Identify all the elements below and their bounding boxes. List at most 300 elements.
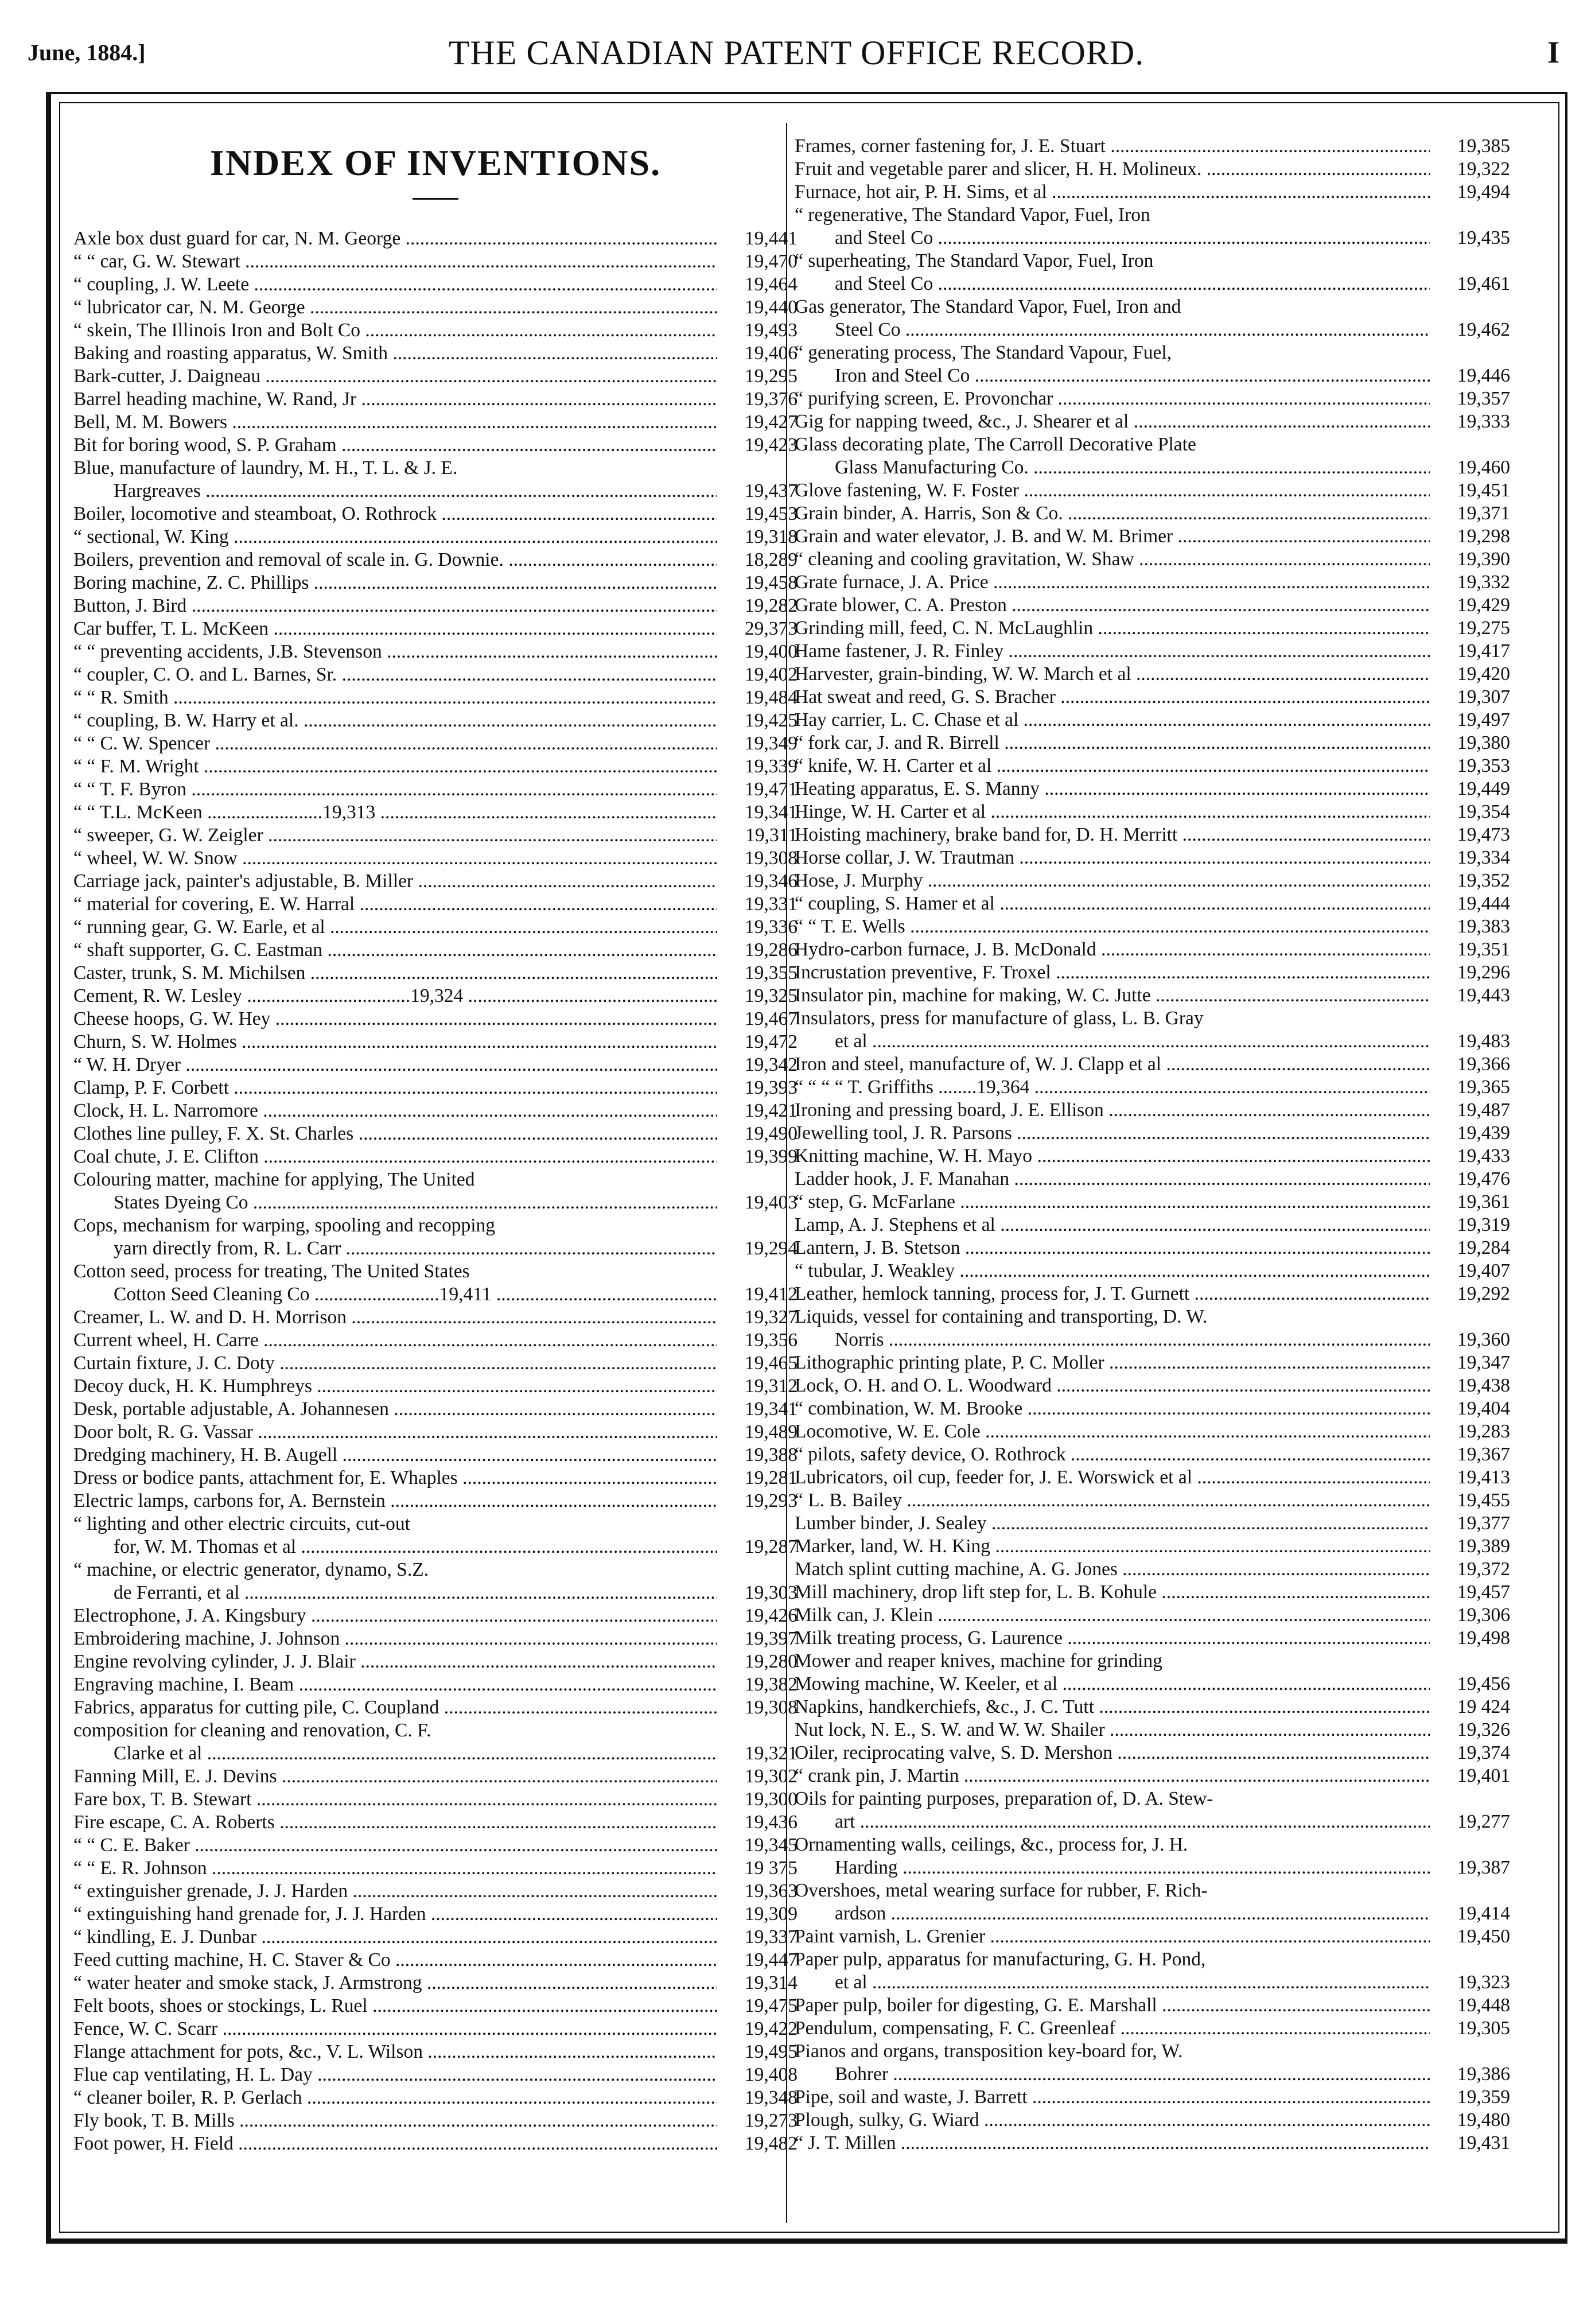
entry-text: Fare box, T. B. Stewart ..... bbox=[73, 1788, 717, 1811]
entry-text: et al ..... bbox=[795, 1971, 1430, 1994]
entry-patent-number: 19,412 bbox=[744, 1284, 798, 1305]
entry-patent-number: 19,482 bbox=[744, 2133, 798, 2154]
index-entry bbox=[795, 1696, 1510, 1719]
entry-patent-number: 19,425 bbox=[744, 710, 798, 731]
entry-text: “ pilots, safety device, O. Rothrock ..... bbox=[795, 1443, 1430, 1466]
entry-patent-number: 19,322 bbox=[1457, 158, 1510, 180]
entry-patent-number: 19,341 bbox=[744, 1398, 798, 1420]
entry-patent-number: 19,306 bbox=[1457, 1604, 1510, 1626]
entry-patent-number: 19,490 bbox=[744, 1123, 798, 1144]
index-entry bbox=[795, 410, 1510, 433]
entry-patent-number: 19,465 bbox=[744, 1353, 798, 1374]
entry-text: Boilers, prevention and removal of scale in. G. Downie. ..... bbox=[73, 549, 717, 572]
index-entry bbox=[73, 2086, 798, 2109]
entry-text: “ regenerative, The Standard Vapor, Fuel, Iron bbox=[795, 204, 1150, 226]
entry-text: Clamp, P. F. Corbett ..... bbox=[73, 1076, 717, 1099]
entry-patent-number: 19,480 bbox=[1457, 2109, 1510, 2131]
entry-patent-number: 19,336 bbox=[744, 916, 798, 938]
index-entry bbox=[795, 1030, 1510, 1053]
entry-patent-number: 19,318 bbox=[744, 526, 798, 547]
index-entry bbox=[795, 1443, 1510, 1466]
entry-patent-number: 19,302 bbox=[744, 1766, 798, 1787]
entry-text: Hydro-carbon furnace, J. B. McDonald ..... bbox=[795, 938, 1430, 961]
index-entry bbox=[73, 801, 798, 824]
entry-patent-number: 19,453 bbox=[744, 503, 798, 524]
entry-patent-number: 19,363 bbox=[744, 1880, 798, 1902]
entry-patent-number: 19,431 bbox=[1457, 2132, 1510, 2154]
entry-text: “ J. T. Millen ..... bbox=[795, 2132, 1430, 2155]
index-entry-line bbox=[73, 1214, 798, 1237]
entry-text: “ machine, or electric generator, dynamo, S.Z. bbox=[73, 1559, 429, 1580]
entry-text: Overshoes, metal wearing surface for rubber, F. Rich- bbox=[795, 1880, 1208, 1901]
entry-text: “ “ E. R. Johnson ..... bbox=[73, 1857, 717, 1880]
index-entry bbox=[73, 342, 798, 365]
index-entry bbox=[795, 1765, 1510, 1787]
entry-patent-number: 19,476 bbox=[1457, 1168, 1510, 1190]
entry-patent-number: 19,292 bbox=[1457, 1283, 1510, 1304]
entry-text: Cotton Seed Cleaning Co ..........................19,411 ..... bbox=[73, 1283, 717, 1306]
index-entry bbox=[795, 1191, 1510, 1214]
entry-patent-number: 19,437 bbox=[744, 480, 798, 502]
index-entry-line bbox=[795, 250, 1510, 273]
entry-patent-number: 19,421 bbox=[744, 1100, 798, 1121]
entry-text: Paper pulp, apparatus for manufacturing, G. H. Pond, bbox=[795, 1949, 1206, 1970]
entry-patent-number: 19,352 bbox=[1457, 870, 1510, 891]
entry-patent-number: 19,497 bbox=[1457, 709, 1510, 730]
index-entry bbox=[73, 365, 798, 388]
entry-text: Hay carrier, L. C. Chase et al ..... bbox=[795, 709, 1430, 732]
index-entry bbox=[73, 617, 798, 640]
entry-patent-number: 19,406 bbox=[744, 343, 798, 364]
header-title: THE CANADIAN PATENT OFFICE RECORD. bbox=[448, 34, 1145, 72]
entry-patent-number: 19,433 bbox=[1457, 1145, 1510, 1167]
index-entry bbox=[795, 823, 1510, 846]
index-entry bbox=[73, 709, 798, 732]
index-entry bbox=[73, 1788, 798, 1811]
entry-text: Grinding mill, feed, C. N. McLaughlin ..... bbox=[795, 617, 1430, 640]
entry-text: Hargreaves ..... bbox=[73, 480, 717, 503]
index-entry bbox=[795, 548, 1510, 571]
index-entry bbox=[73, 503, 798, 526]
index-entry bbox=[795, 1535, 1510, 1558]
entry-text: Fire escape, C. A. Roberts ..... bbox=[73, 1811, 717, 1834]
entry-text: Foot power, H. Field ..... bbox=[73, 2132, 717, 2155]
entry-patent-number: 19,332 bbox=[1457, 572, 1510, 593]
entry-patent-number: 19,380 bbox=[1457, 732, 1510, 753]
entry-patent-number: 19,311 bbox=[745, 825, 798, 846]
index-entry bbox=[73, 319, 798, 342]
index-entry bbox=[795, 938, 1510, 961]
index-entry bbox=[73, 2132, 798, 2155]
entry-text: Ladder hook, J. F. Manahan ..... bbox=[795, 1168, 1430, 1191]
entry-text: Insulators, press for manufacture of glass, L. B. Gray bbox=[795, 1008, 1204, 1029]
entry-text: “ step, G. McFarlane ..... bbox=[795, 1191, 1430, 1214]
entry-text: “ shaft supporter, G. C. Eastman ..... bbox=[73, 939, 717, 962]
entry-patent-number: 19,305 bbox=[1457, 2018, 1510, 2039]
entry-patent-number: 19,446 bbox=[1457, 365, 1510, 386]
entry-patent-number: 19,489 bbox=[744, 1421, 798, 1443]
entry-patent-number: 19,441 bbox=[744, 228, 798, 249]
entry-text: Pendulum, compensating, F. C. Greenleaf ..... bbox=[795, 2017, 1430, 2040]
entry-text: and Steel Co ..... bbox=[795, 227, 1430, 250]
index-entry bbox=[795, 1397, 1510, 1420]
index-entry bbox=[795, 2063, 1510, 2086]
entry-text: “ wheel, W. W. Snow ..... bbox=[73, 847, 717, 870]
index-entry bbox=[73, 1329, 798, 1352]
index-entry bbox=[795, 502, 1510, 525]
index-entry bbox=[73, 250, 798, 273]
entry-text: “ extinguishing hand grenade for, J. J. Harden ..... bbox=[73, 1903, 717, 1926]
entry-patent-number: 19,360 bbox=[1457, 1329, 1510, 1350]
entry-text: Clarke et al ..... bbox=[73, 1742, 717, 1765]
index-entry bbox=[795, 387, 1510, 410]
index-entry bbox=[795, 663, 1510, 686]
entry-patent-number: 19,353 bbox=[1457, 755, 1510, 776]
entry-text: Hat sweat and reed, G. S. Bracher ..... bbox=[795, 686, 1430, 709]
entry-patent-number: 19,312 bbox=[744, 1375, 798, 1397]
entry-text: Electric lamps, carbons for, A. Bernstein ..... bbox=[73, 1490, 717, 1513]
index-entry bbox=[73, 663, 798, 686]
entry-text: Clock, H. L. Narromore ..... bbox=[73, 1099, 717, 1122]
index-entry-line bbox=[795, 1948, 1510, 1971]
entry-patent-number: 19,393 bbox=[744, 1077, 798, 1098]
entry-text: Fanning Mill, E. J. Devins ..... bbox=[73, 1765, 717, 1788]
entry-patent-number: 19,387 bbox=[1457, 1857, 1510, 1878]
entry-patent-number: 19,494 bbox=[1457, 181, 1510, 203]
index-entry bbox=[73, 1926, 798, 1949]
entry-text: Locomotive, W. E. Cole ..... bbox=[795, 1420, 1430, 1443]
entry-patent-number: 19,404 bbox=[1457, 1398, 1510, 1419]
index-entry bbox=[73, 1903, 798, 1926]
entry-text: Boring machine, Z. C. Phillips ..... bbox=[73, 572, 717, 594]
index-entry bbox=[73, 1352, 798, 1375]
entry-text: Grate blower, C. A. Preston ..... bbox=[795, 594, 1430, 617]
index-entry bbox=[795, 2109, 1510, 2132]
entry-text: Engine revolving cylinder, J. J. Blair ..... bbox=[73, 1650, 717, 1673]
index-entry bbox=[73, 1237, 798, 1260]
index-entry bbox=[73, 227, 798, 250]
index-entry bbox=[795, 1420, 1510, 1443]
entry-patent-number: 19,321 bbox=[744, 1743, 798, 1764]
entry-text: “ sweeper, G. W. Zeigler ..... bbox=[73, 824, 717, 847]
index-entry bbox=[795, 1994, 1510, 2017]
entry-patent-number: 19,471 bbox=[744, 779, 798, 800]
index-entry bbox=[795, 1099, 1510, 1122]
entry-text: Lamp, A. J. Stephens et al ..... bbox=[795, 1214, 1430, 1237]
entry-patent-number: 19,438 bbox=[1457, 1375, 1510, 1396]
entry-patent-number: 19,351 bbox=[1457, 939, 1510, 960]
index-entry bbox=[73, 1467, 798, 1490]
entry-patent-number: 19 375 bbox=[744, 1857, 798, 1879]
index-entry bbox=[73, 480, 798, 503]
entry-text: “ crank pin, J. Martin ..... bbox=[795, 1765, 1430, 1787]
entry-patent-number: 29,373 bbox=[744, 618, 798, 639]
entry-patent-number: 19,420 bbox=[1457, 663, 1510, 685]
entry-text: “ combination, W. M. Brooke ..... bbox=[795, 1397, 1430, 1420]
entry-patent-number: 19,383 bbox=[1457, 916, 1510, 937]
index-entry bbox=[73, 411, 798, 434]
entry-text: “ “ F. M. Wright ..... bbox=[73, 755, 717, 778]
index-entry bbox=[795, 1810, 1510, 1833]
entry-text: Glass Manufacturing Co. ..... bbox=[795, 456, 1430, 479]
index-entry bbox=[73, 755, 798, 778]
index-entry bbox=[795, 1374, 1510, 1397]
entry-text: Baking and roasting apparatus, W. Smith ..... bbox=[73, 342, 717, 365]
entry-patent-number: 19,345 bbox=[744, 1835, 798, 1856]
index-entry bbox=[795, 709, 1510, 732]
entry-patent-number: 19,408 bbox=[744, 2064, 798, 2085]
entry-text: Current wheel, H. Carre ..... bbox=[73, 1329, 717, 1352]
entry-patent-number: 19,483 bbox=[1457, 1031, 1510, 1052]
entry-patent-number: 19,295 bbox=[744, 366, 798, 387]
entry-patent-number: 19,467 bbox=[744, 1008, 798, 1029]
entry-patent-number: 19,280 bbox=[744, 1651, 798, 1672]
entry-text: Frames, corner fastening for, J. E. Stuart ..... bbox=[795, 135, 1430, 158]
entry-patent-number: 19,308 bbox=[744, 1697, 798, 1718]
entry-text: States Dyeing Co ..... bbox=[73, 1191, 717, 1214]
index-entry bbox=[73, 1099, 798, 1122]
entry-text: Door bolt, R. G. Vassar ..... bbox=[73, 1421, 717, 1444]
entry-text: Pianos and organs, transposition key-board for, W. bbox=[795, 2041, 1183, 2062]
entry-text: Lithographic printing plate, P. C. Moller ..... bbox=[795, 1351, 1430, 1374]
index-entry bbox=[73, 1972, 798, 1995]
entry-patent-number: 19,367 bbox=[1457, 1444, 1510, 1465]
entry-patent-number: 19,296 bbox=[1457, 962, 1510, 983]
entry-text: Grate furnace, J. A. Price ..... bbox=[795, 571, 1430, 594]
index-entry bbox=[73, 1031, 798, 1054]
entry-patent-number: 19,359 bbox=[1457, 2086, 1510, 2108]
entry-text: Plough, sulky, G. Wiard ..... bbox=[795, 2109, 1430, 2132]
entry-patent-number: 19,286 bbox=[744, 939, 798, 961]
entry-text: Blue, manufacture of laundry, M. H., T. L. & J. E. bbox=[73, 457, 458, 479]
entry-text: Ornamenting walls, ceilings, &c., process for, J. H. bbox=[795, 1834, 1188, 1855]
entry-text: Ironing and pressing board, J. E. Ellison ..... bbox=[795, 1099, 1430, 1122]
entry-patent-number: 19,402 bbox=[744, 664, 798, 685]
entry-text: Button, J. Bird ..... bbox=[73, 594, 717, 617]
entry-text: Grain binder, A. Harris, Son & Co. ..... bbox=[795, 502, 1430, 525]
index-entry bbox=[795, 1856, 1510, 1879]
index-entry bbox=[795, 2017, 1510, 2040]
entry-patent-number: 19,422 bbox=[744, 2018, 798, 2039]
index-entry bbox=[73, 1696, 798, 1719]
entry-patent-number: 19,341 bbox=[744, 802, 798, 823]
entry-patent-number: 19,323 bbox=[1457, 1972, 1510, 1993]
entry-text: Mowing machine, W. Keeler, et al ..... bbox=[795, 1673, 1430, 1696]
entry-patent-number: 19,356 bbox=[744, 1330, 798, 1351]
entry-text: “ kindling, E. J. Dunbar ..... bbox=[73, 1926, 717, 1949]
entry-patent-number: 19,354 bbox=[1457, 801, 1510, 822]
entry-text: “ “ T.L. McKeen ........................19,313 ..... bbox=[73, 801, 717, 824]
entry-text: “ “ “ “ T. Griffiths ........19,364 ..... bbox=[795, 1076, 1430, 1099]
index-entry bbox=[73, 778, 798, 801]
entry-patent-number: 19,436 bbox=[744, 1812, 798, 1833]
index-title: INDEX OF INVENTIONS. bbox=[209, 142, 662, 183]
entry-text: “ W. H. Dryer ..... bbox=[73, 1054, 717, 1076]
entry-text: “ sectional, W. King ..... bbox=[73, 526, 717, 549]
index-entry bbox=[795, 1351, 1510, 1374]
entry-patent-number: 19,303 bbox=[744, 1582, 798, 1603]
index-entry bbox=[73, 388, 798, 411]
index-entry bbox=[73, 870, 798, 893]
index-entry-line bbox=[73, 1260, 798, 1283]
index-entry bbox=[795, 1145, 1510, 1168]
entry-patent-number: 19,357 bbox=[1457, 388, 1510, 409]
index-entry-line bbox=[795, 1650, 1510, 1673]
entry-patent-number: 19,426 bbox=[744, 1605, 798, 1626]
entry-patent-number: 19,460 bbox=[1457, 457, 1510, 478]
entry-list-right bbox=[795, 135, 1510, 2155]
entry-text: Cotton seed, process for treating, The United States bbox=[73, 1261, 470, 1282]
index-entry bbox=[795, 1466, 1510, 1489]
entry-text: Paper pulp, boiler for digesting, G. E. Marshall ..... bbox=[795, 1994, 1430, 2017]
index-entry bbox=[73, 1283, 798, 1306]
index-entry bbox=[73, 1421, 798, 1444]
entry-patent-number: 19,473 bbox=[1457, 824, 1510, 845]
entry-patent-number: 19,371 bbox=[1457, 503, 1510, 524]
index-column-right bbox=[795, 135, 1510, 2155]
entry-text: Desk, portable adjustable, A. Johannesen ..... bbox=[73, 1398, 717, 1421]
entry-text: Fence, W. C. Scarr ..... bbox=[73, 2018, 717, 2041]
index-entry bbox=[73, 985, 798, 1008]
entry-patent-number: 19,348 bbox=[744, 2087, 798, 2108]
entry-text: “ “ car, G. W. Stewart ..... bbox=[73, 250, 717, 273]
entry-text: Creamer, L. W. and D. H. Morrison ..... bbox=[73, 1306, 717, 1329]
index-entry bbox=[73, 1145, 798, 1168]
index-entry bbox=[795, 181, 1510, 204]
index-entry bbox=[73, 1536, 798, 1559]
entry-patent-number: 19,334 bbox=[1457, 847, 1510, 868]
entry-text: Grain and water elevator, J. B. and W. M. Brimer ..... bbox=[795, 525, 1430, 548]
entry-text: Bohrer ..... bbox=[795, 2063, 1430, 2086]
entry-text: Knitting machine, W. H. Mayo ..... bbox=[795, 1145, 1430, 1168]
entry-patent-number: 19,365 bbox=[1457, 1076, 1510, 1098]
entry-text: Cheese hoops, G. W. Hey ..... bbox=[73, 1008, 717, 1031]
entry-patent-number: 19,399 bbox=[744, 1146, 798, 1167]
entry-text: Colouring matter, machine for applying, The United bbox=[73, 1169, 475, 1190]
entry-text: “ coupling, B. W. Harry et al. ..... bbox=[73, 709, 717, 732]
index-entry bbox=[795, 2086, 1510, 2109]
entry-patent-number: 19,319 bbox=[1457, 1214, 1510, 1235]
entry-text: “ coupling, S. Hamer et al ..... bbox=[795, 892, 1430, 915]
entry-text: ardson ..... bbox=[795, 1902, 1430, 1925]
index-entry bbox=[795, 273, 1510, 296]
entry-patent-number: 19,456 bbox=[1457, 1673, 1510, 1695]
index-entry bbox=[795, 1260, 1510, 1283]
entry-text: Embroidering machine, J. Johnson ..... bbox=[73, 1627, 717, 1650]
header-date: June, 1884.] bbox=[28, 40, 146, 65]
entry-text: Insulator pin, machine for making, W. C. Jutte ..... bbox=[795, 984, 1430, 1007]
index-entry bbox=[795, 1673, 1510, 1696]
index-entry bbox=[795, 1581, 1510, 1604]
index-entry bbox=[795, 915, 1510, 938]
index-entry-line bbox=[795, 341, 1510, 364]
entry-patent-number: 19,298 bbox=[1457, 526, 1510, 547]
index-entry-line bbox=[795, 433, 1510, 456]
index-entry bbox=[795, 869, 1510, 892]
entry-patent-number: 19,388 bbox=[744, 1444, 798, 1466]
entry-patent-number: 19,307 bbox=[1457, 686, 1510, 708]
entry-patent-number: 19,439 bbox=[1457, 1122, 1510, 1144]
entry-patent-number: 19,487 bbox=[1457, 1099, 1510, 1121]
entry-text: “ knife, W. H. Carter et al ..... bbox=[795, 755, 1430, 778]
index-entry bbox=[795, 1328, 1510, 1351]
entry-patent-number: 19,498 bbox=[1457, 1627, 1510, 1649]
entry-patent-number: 19,435 bbox=[1457, 227, 1510, 248]
entry-text: Clothes line pulley, F. X. St. Charles ..... bbox=[73, 1122, 717, 1145]
index-entry bbox=[795, 1214, 1510, 1237]
index-entry-line bbox=[795, 1879, 1510, 1902]
index-entry bbox=[73, 939, 798, 962]
index-entry bbox=[73, 1581, 798, 1604]
index-entry bbox=[795, 778, 1510, 800]
entry-patent-number: 19,346 bbox=[744, 870, 798, 892]
index-entry bbox=[73, 1398, 798, 1421]
index-entry bbox=[73, 1076, 798, 1099]
index-entry bbox=[73, 526, 798, 549]
entry-patent-number: 19,493 bbox=[744, 320, 798, 341]
entry-patent-number: 19,457 bbox=[1457, 1581, 1510, 1603]
entry-text: Heating apparatus, E. S. Manny ..... bbox=[795, 778, 1430, 800]
entry-patent-number: 19,385 bbox=[1457, 135, 1510, 157]
entry-text: Furnace, hot air, P. H. Sims, et al ..... bbox=[795, 181, 1430, 204]
index-entry bbox=[73, 732, 798, 755]
index-entry-line bbox=[73, 1513, 798, 1536]
index-entry bbox=[795, 1237, 1510, 1260]
entry-text: Cement, R. W. Lesley ..................................19,324 ..... bbox=[73, 985, 717, 1008]
entry-text: composition for cleaning and renovation, C. F. bbox=[73, 1720, 431, 1741]
entry-text: Nut lock, N. E., S. W. and W. W. Shailer ..... bbox=[795, 1719, 1430, 1742]
entry-text: “ extinguisher grenade, J. J. Harden ..... bbox=[73, 1880, 717, 1903]
entry-text: Bit for boring wood, S. P. Graham ..... bbox=[73, 434, 717, 457]
entry-text: “ L. B. Bailey ..... bbox=[795, 1489, 1430, 1512]
index-entry-line bbox=[795, 1787, 1510, 1810]
entry-patent-number: 19,448 bbox=[1457, 1995, 1510, 2016]
entry-text: Hose, J. Murphy ..... bbox=[795, 869, 1430, 892]
entry-text: Jewelling tool, J. R. Parsons ..... bbox=[795, 1122, 1430, 1145]
index-entry bbox=[795, 1742, 1510, 1765]
index-entry bbox=[73, 1834, 798, 1857]
index-entry-line bbox=[795, 1833, 1510, 1856]
index-entry bbox=[795, 640, 1510, 663]
index-entry bbox=[795, 984, 1510, 1007]
entry-text: “ running gear, G. W. Earle, et al ..... bbox=[73, 916, 717, 939]
entry-text: “ “ R. Smith ..... bbox=[73, 686, 717, 709]
index-entry bbox=[795, 892, 1510, 915]
entry-text: Gas generator, The Standard Vapor, Fuel, Iron and bbox=[795, 296, 1181, 317]
entry-text: Dress or bodice pants, attachment for, E. Whaples ..... bbox=[73, 1467, 717, 1490]
index-entry bbox=[73, 2018, 798, 2041]
index-entry bbox=[795, 1558, 1510, 1581]
index-entry bbox=[73, 686, 798, 709]
entry-patent-number: 19,472 bbox=[744, 1031, 798, 1052]
index-entry-line bbox=[795, 1007, 1510, 1030]
entry-patent-number: 19,451 bbox=[1457, 480, 1510, 501]
entry-patent-number: 19,281 bbox=[744, 1467, 798, 1489]
entry-patent-number: 19,293 bbox=[744, 1490, 798, 1511]
entry-text: “ “ C. E. Baker ..... bbox=[73, 1834, 717, 1857]
entry-text: Lantern, J. B. Stetson ..... bbox=[795, 1237, 1430, 1260]
entry-text: art ..... bbox=[795, 1810, 1430, 1833]
index-entry bbox=[795, 755, 1510, 778]
index-entry bbox=[795, 1512, 1510, 1535]
entry-patent-number: 19,342 bbox=[744, 1054, 798, 1075]
entry-patent-number: 19,284 bbox=[1457, 1237, 1510, 1258]
index-entry bbox=[73, 1444, 798, 1467]
entry-patent-number: 19,401 bbox=[1457, 1765, 1510, 1786]
entry-text: Mill machinery, drop lift step for, L. B. Kohule ..... bbox=[795, 1581, 1430, 1604]
index-entry bbox=[795, 456, 1510, 479]
entry-patent-number: 19,462 bbox=[1457, 319, 1510, 340]
